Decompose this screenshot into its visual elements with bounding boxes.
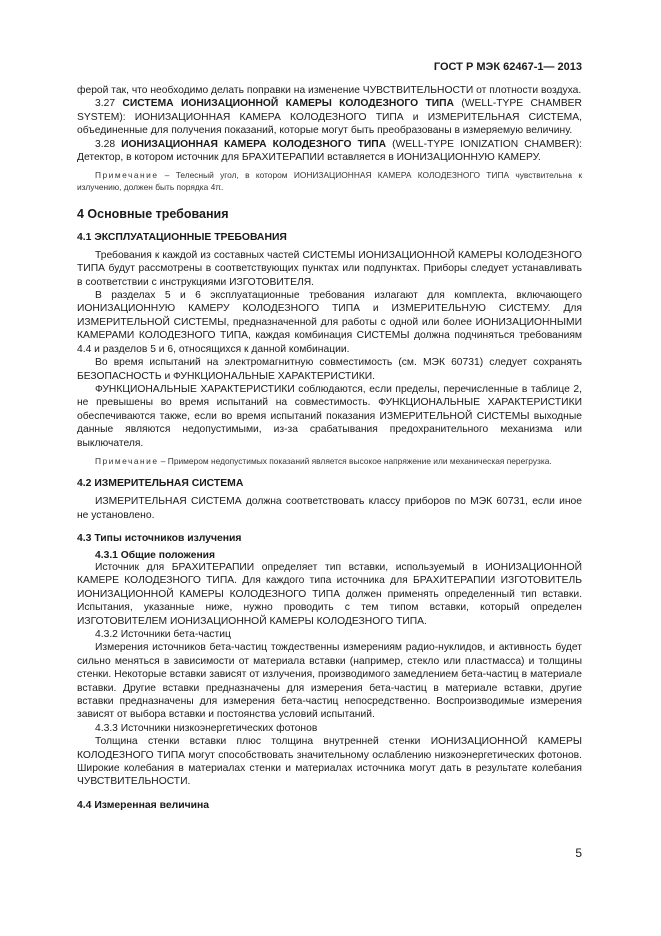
paragraph: ферой так, что необходимо делать поправки на изменение ЧУВСТВИТЕЛЬНОСТИ от плотности воздуха. bbox=[77, 85, 582, 96]
paragraph: ИЗМЕРИТЕЛЬНАЯ СИСТЕМА должна соответствовать классу приборов по МЭК 60731, если иное не установлено. bbox=[77, 496, 582, 521]
note bbox=[77, 170, 582, 192]
term-definition: (WELL-TYPE CHAMBER SYSTEM): ИОНИЗАЦИОННАЯ КАМЕРА КОЛОДЕЗНОГО ТИПА и ИЗМЕРИТЕЛЬНАЯ СИСТЕМА, объединенные для получения показаний, которые могут быть преобразованы в измеряемую величину. bbox=[77, 98, 582, 137]
document-code-header: ГОСТ Р МЭК 62467-1— 2013 bbox=[433, 61, 582, 73]
note-text: – Телесный угол, в котором ИОНИЗАЦИОННАЯ КАМЕРА КОЛОДЕЗНОГО ТИПА чувствительна к излучению, должен быть порядка 4π. bbox=[77, 170, 582, 192]
note-label: Примечание bbox=[95, 455, 159, 466]
section-heading-4: 4 Основные требования bbox=[77, 206, 229, 221]
paragraph: Источник для БРАХИТЕРАПИИ определяет тип вставки, используемый в ИОНИЗАЦИОННОЙ КАМЕРЕ КОЛОДЕЗНОГО ТИПА. Для каждого типа источника для БРАХИТЕРАПИИ ИЗГОТОВИТЕЛЬ ИОНИЗАЦИОННОЙ КАМЕРЫ КОЛОДЕЗНОГО ТИПА должен применять определенный тип вставки. Испытания, указанные ниже, нужно проводить с тем типом вставки, который определен ИЗГОТОВИТЕЛЕМ ИОНИЗАЦИОННОЙ КАМЕРЫ КОЛОДЕЗНОГО ТИПА. bbox=[77, 561, 582, 627]
term-name: СИСТЕМА ИОНИЗАЦИОННОЙ КАМЕРЫ КОЛОДЕЗНОГО ТИПА bbox=[122, 98, 454, 110]
term-3-28 bbox=[77, 138, 582, 165]
paragraph: Требования к каждой из составных частей СИСТЕМЫ ИОНИЗАЦИОННОЙ КАМЕРЫ КОЛОДЕЗНОГО ТИПА будут рассмотрены в соответствующих пунктах или подпунктах. Приборы следует устанавливать в соответствии с инструкциями ИЗГОТОВИТЕЛЯ. bbox=[77, 249, 582, 288]
section-heading-4-1: 4.1 ЭКСПЛУАТАЦИОННЫЕ ТРЕБОВАНИЯ bbox=[77, 231, 287, 243]
section-heading-4-4: 4.4 Измеренная величина bbox=[77, 799, 210, 811]
section-heading-4-3: 4.3 Типы источников излучения bbox=[77, 532, 242, 544]
subsection-heading-4-3-1: 4.3.1 Общие положения bbox=[95, 549, 215, 561]
term-number: 3.28 bbox=[95, 138, 122, 150]
note-label: Примечание bbox=[95, 170, 159, 181]
paragraph: Во время испытаний на электромагнитную совместимость (см. МЭК 60731) следует сохранять БЕЗОПАСНОСТЬ и ФУНКЦИОНАЛЬНЫЕ ХАРАКТЕРИСТИКИ. bbox=[77, 357, 582, 382]
term-3-27 bbox=[77, 97, 582, 137]
document-body bbox=[77, 84, 582, 817]
term-definition: (WELL-TYPE IONIZATION CHAMBER): Детектор, в котором источник для БРАХИТЕРАПИИ вставляется в ИОНИЗАЦИОННУЮ КАМЕРУ. bbox=[77, 138, 583, 164]
subsection-heading-4-3-2: 4.3.2 Источники бета-частиц bbox=[95, 628, 231, 640]
note bbox=[77, 456, 582, 467]
term-name: ИОНИЗАЦИОННАЯ КАМЕРА КОЛОДЕЗНОГО ТИПА bbox=[121, 138, 387, 150]
paragraph: В разделах 5 и 6 эксплуатационные требования излагают для комплекта, включающего ИОНИЗАЦИОННУЮ КАМЕРУ КОЛОДЕЗНОГО ТИПА и ИЗМЕРИТЕЛЬНУЮ СИСТЕМУ. Для ИЗМЕРИТЕЛЬНОЙ СИСТЕМЫ, предназначенной для работы с одной или более ИОНИЗАЦИОННЫМИ КАМЕРАМИ КОЛОДЕЗНОГО ТИПА, каждая комбинация СИСТЕМЫ должна подчиняться требованиям 4.4 и разделов 5 и 6, относящихся к данной комбинации. bbox=[77, 290, 582, 355]
paragraph: Измерения источников бета-частиц тождественны измерениям радио-нуклидов, и активность будет сильно меняться в зависимости от материала вставки (например, стекло или пластмасса) и толщины стенки. Некоторые вставки зависят от излучения, производимого замедлением бета-частиц в материале вставки. Другие вставки предназначены для измерения бета-частиц в материале вставки, другие вставки предназначены для измерения бета-частиц непосредственно. Воспроизводимые измерения зависят от выбора вставки и постоянства условий испытаний. bbox=[77, 642, 582, 721]
paragraph: Толщина стенки вставки плюс толщина внутренней стенки ИОНИЗАЦИОННОЙ КАМЕРЫ КОЛОДЕЗНОГО ТИПА могут способствовать значительному ослаблению низкоэнергетических фотонов. Широкие колебания в материалах стенки и материалах источника могут дать в результате колебания ЧУВСТВИТЕЛЬНОСТИ. bbox=[77, 736, 582, 788]
term-number: 3.27 bbox=[95, 98, 123, 110]
subsection-heading-4-3-3: 4.3.3 Источники низкоэнергетических фотонов bbox=[95, 722, 318, 734]
section-heading-4-2: 4.2 ИЗМЕРИТЕЛЬНАЯ СИСТЕМА bbox=[77, 478, 244, 490]
page-number: 5 bbox=[575, 846, 582, 860]
note-text: – Примером недопустимых показаний является высокое напряжение или механическая перегрузка. bbox=[158, 455, 552, 466]
paragraph: ФУНКЦИОНАЛЬНЫЕ ХАРАКТЕРИСТИКИ соблюдаются, если пределы, перечисленные в таблице 2, не превышены во время испытаний на совместимость. ФУНКЦИОНАЛЬНЫЕ ХАРАКТЕРИСТИКИ обеспечиваются также, если во время испытаний показания ИЗМЕРИТЕЛЬНОЙ СИСТЕМЫ выходные данные являются недопустимыми, из-за срабатывания предохранительного механизма или выключателя. bbox=[77, 383, 582, 449]
